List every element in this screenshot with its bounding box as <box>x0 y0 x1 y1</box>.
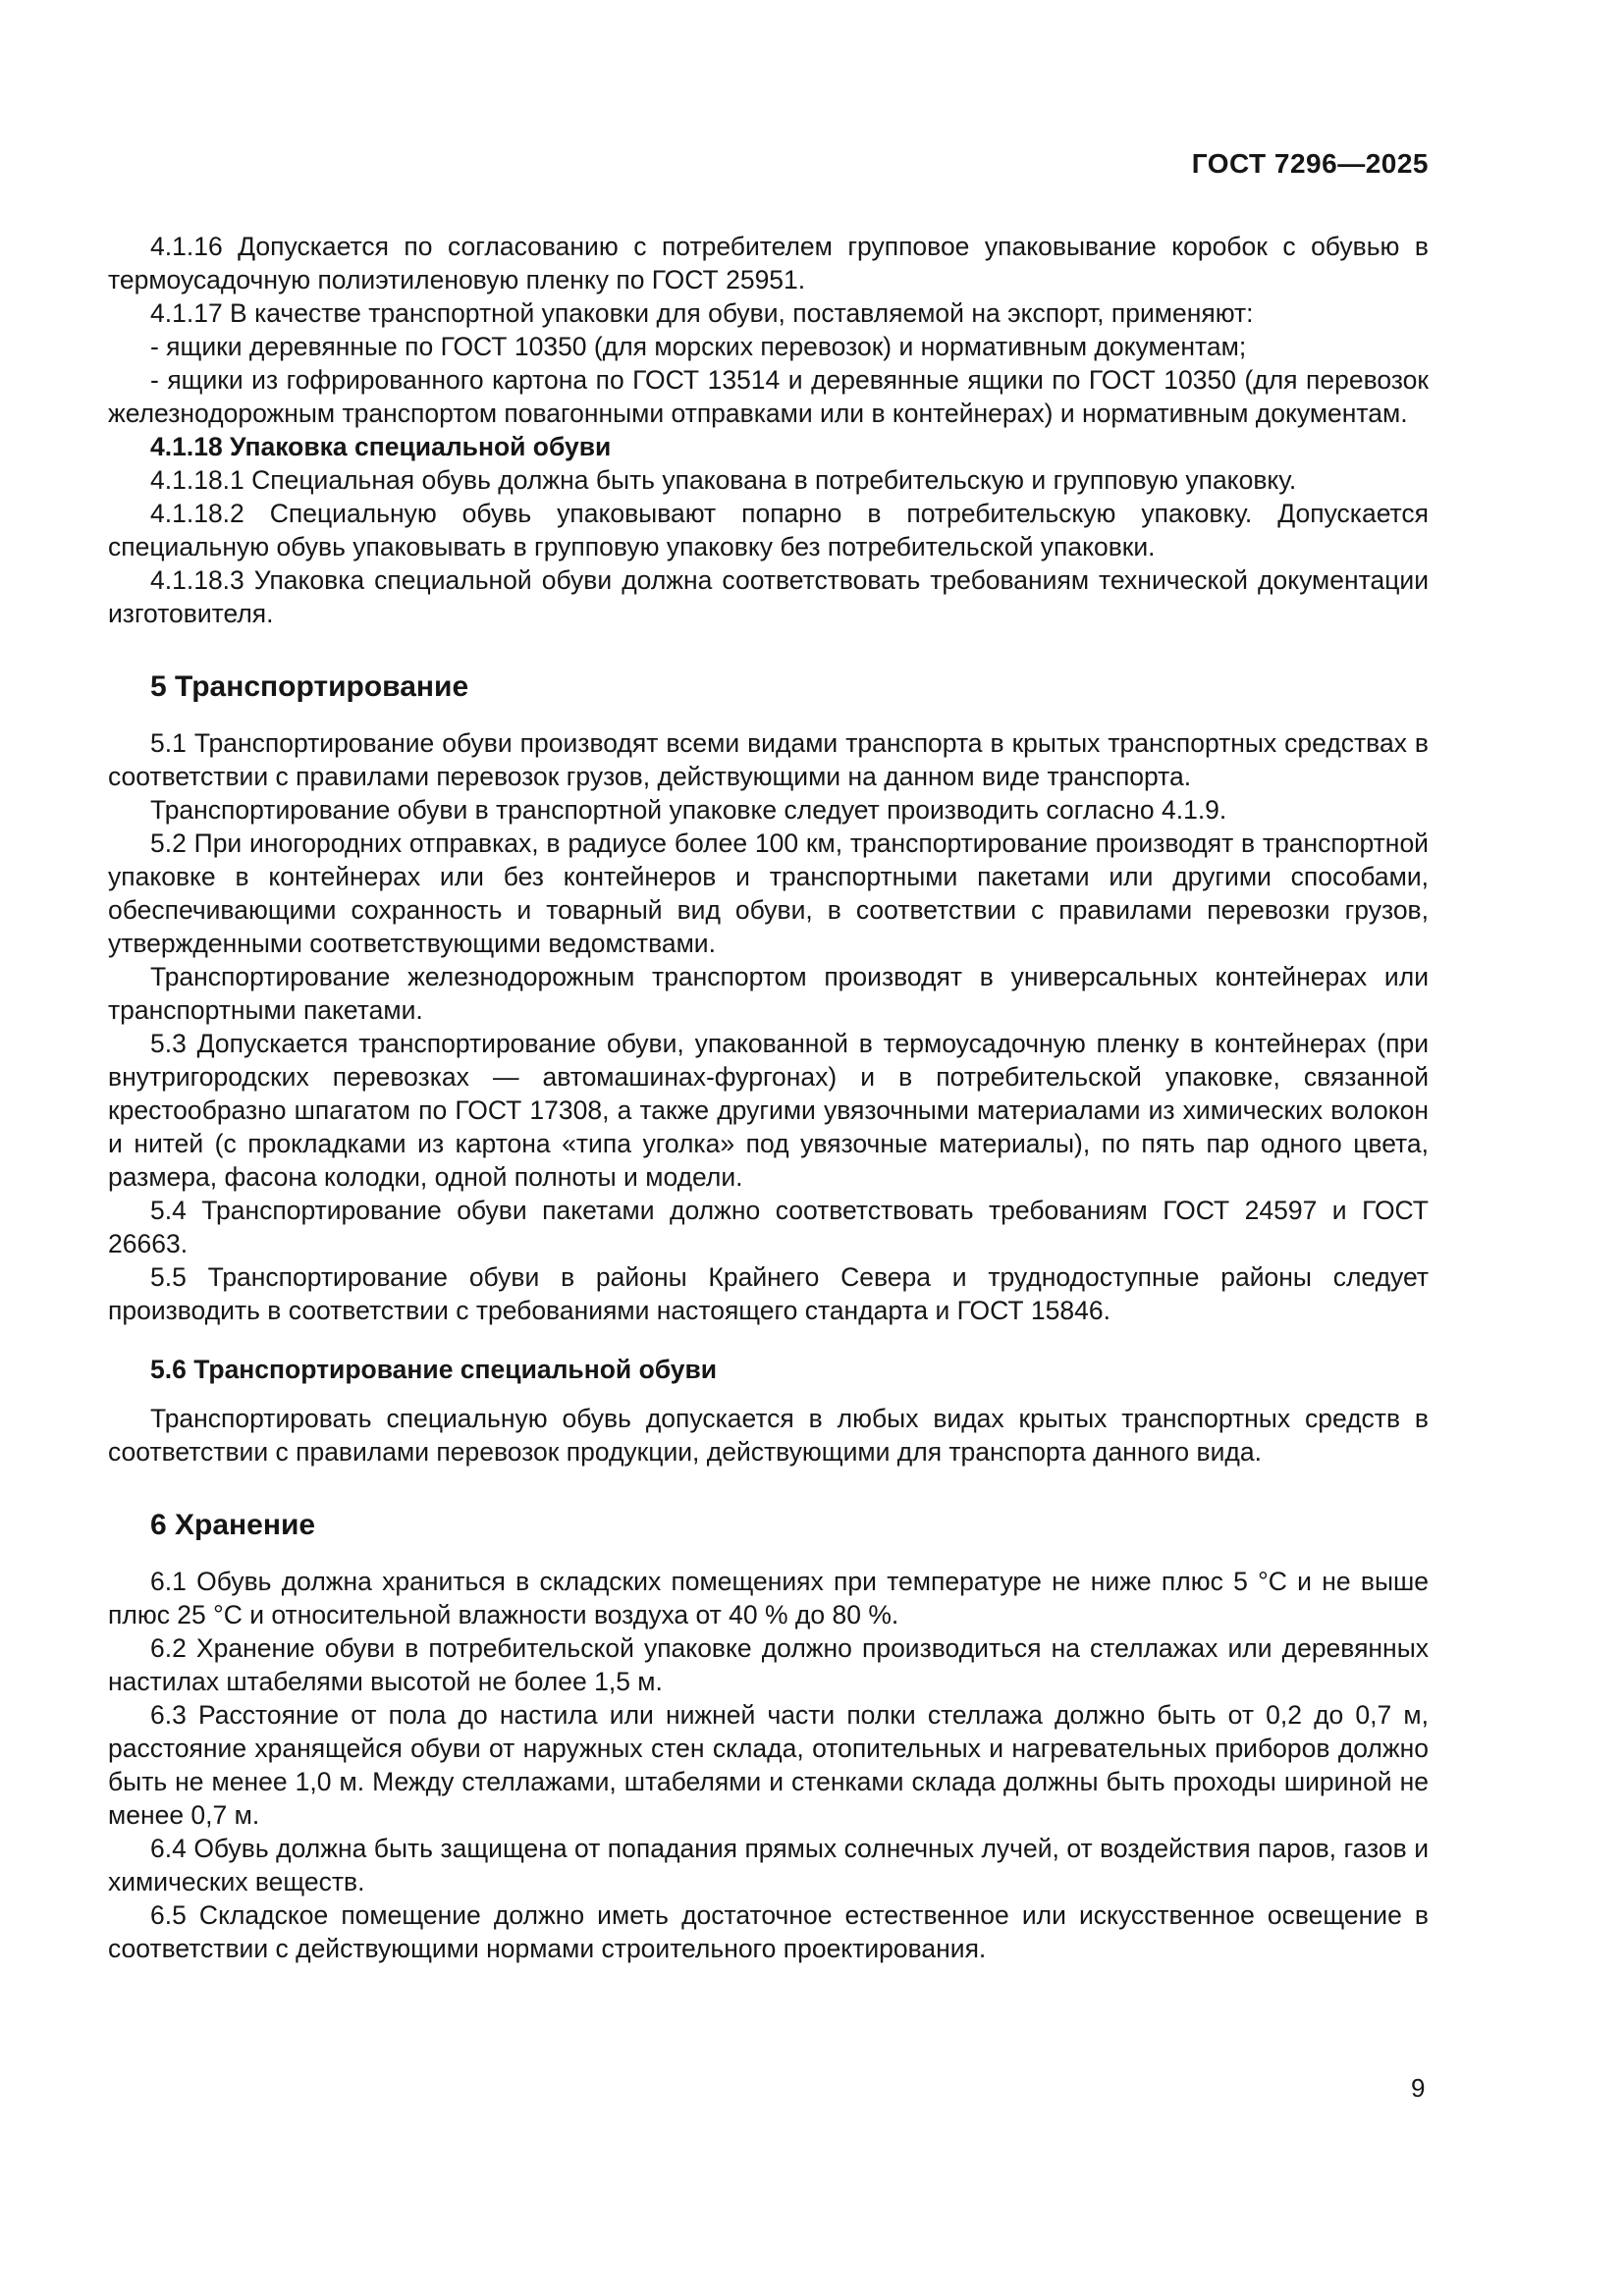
clause-4-1-17-item-1: - ящики деревянные по ГОСТ 10350 (для морских перевозок) и нормативным документам; <box>150 332 1247 361</box>
clause-5-4: 5.4 Транспортирование обуви пакетами должно соответствовать требованиям ГОСТ 24597 и ГОСТ 26663. <box>108 1196 1429 1258</box>
clause-5-5: 5.5 Транспортирование обуви в районы Крайнего Севера и труднодоступные районы следует производить в соответствии с требованиями настоящего стандарта и ГОСТ 15846. <box>108 1262 1429 1325</box>
clause-5-2: 5.2 При иногородних отправках, в радиусе более 100 км, транспортирование производят в транспортной упаковке в контейнерах или без контейнеров и транспортными пакетами или другими способами, обеспечивающими сохранность и товарный вид обуви, в соответствии с правилами перевозки грузов, утвержденными соответствующими ведомствами. <box>108 828 1429 958</box>
clause-6-1: 6.1 Обувь должна храниться в складских помещениях при температуре не ниже плюс 5 °С и не выше плюс 25 °С и относительной влажности воздуха от 40 % до 80 %. <box>108 1567 1429 1629</box>
clause-5-3: 5.3 Допускается транспортирование обуви, упакованной в термоусадочную пленку в контейнерах (при внутригородских перевозках — автомашинах-фургонах) и в потребительской упаковке, связанной крестообразно шпагатом по ГОСТ 17308, а также другими увязочными материалами из химических волокон и нитей (с прокладками из картона «типа уголка» под увязочные материалы), по пять пар одного цвета, размера, фасона колодки, одной полноты и модели. <box>108 1029 1429 1192</box>
section-5-title: 5 Транспортирование <box>150 670 469 703</box>
section-6-title: 6 Хранение <box>150 1509 316 1541</box>
page-number: 9 <box>1411 2073 1426 2103</box>
clause-5-1: 5.1 Транспортирование обуви производят всеми видами транспорта в крытых транспортных средствах в соответствии с правилами перевозок грузов, действующими на данном виде транспорта. <box>108 728 1429 791</box>
clause-5-1-note: Транспортирование обуви в транспортной упаковке следует производить согласно 4.1.9. <box>150 795 1227 825</box>
page-content <box>108 147 1429 1965</box>
clause-5-6-heading: 5.6 Транспортирование специальной обуви <box>150 1355 718 1384</box>
clause-6-5: 6.5 Складское помещение должно иметь достаточное естественное или искусственное освещение в соответствии с действующими нормами строительного проектирования. <box>108 1900 1429 1963</box>
clause-6-2: 6.2 Хранение обуви в потребительской упаковке должно производиться на стеллажах или деревянных настилах штабелями высотой не более 1,5 м. <box>108 1633 1429 1696</box>
clause-4-1-18-heading: 4.1.18 Упаковка специальной обуви <box>150 432 612 461</box>
doc-code-header: ГОСТ 7296—2025 <box>1191 148 1429 179</box>
clause-6-3: 6.3 Расстояние от пола до настила или нижней части полки стеллажа должно быть от 0,2 до 0,7 м, расстояние хранящейся обуви от наружных стен склада, отопительных и нагревательных приборов должно быть не менее 1,0 м. Между стеллажами, штабелями и стенками склада должны быть проходы шириной не менее 0,7 м. <box>108 1700 1429 1830</box>
clause-4-1-18-1: 4.1.18.1 Специальная обувь должна быть упакована в потребительскую и групповую упаковку. <box>150 465 1297 495</box>
clause-4-1-17-item-2: - ящики из гофрированного картона по ГОСТ 13514 и деревянные ящики по ГОСТ 10350 (для перевозок железнодорожным транспортом повагонными отправками или в контейнерах) и нормативным документам. <box>108 365 1429 428</box>
clause-4-1-17: 4.1.17 В качестве транспортной упаковки для обуви, поставляемой на экспорт, применяют: <box>150 298 1254 328</box>
clause-4-1-16: 4.1.16 Допускается по согласованию с потребителем групповое упаковывание коробок с обувью в термоусадочную полиэтиленовую пленку по ГОСТ 25951. <box>108 232 1429 294</box>
clause-4-1-18-2: 4.1.18.2 Специальную обувь упаковывают попарно в потребительскую упаковку. Допускается специальную обувь упаковывать в групповую упаковку без потребительской упаковки. <box>108 499 1429 561</box>
clause-5-2-note: Транспортирование железнодорожным транспортом производят в универсальных контейнерах или транспортными пакетами. <box>108 962 1429 1025</box>
clause-5-6-paragraph: Транспортировать специальную обувь допускается в любых видах крытых транспортных средств в соответствии с правилами перевозок продукции, действующими для транспорта данного вида. <box>108 1404 1429 1467</box>
clause-4-1-18-3: 4.1.18.3 Упаковка специальной обуви должна соответствовать требованиям технической документации изготовителя. <box>108 565 1429 628</box>
clause-6-4: 6.4 Обувь должна быть защищена от попадания прямых солнечных лучей, от воздействия паров, газов и химических веществ. <box>108 1834 1429 1896</box>
